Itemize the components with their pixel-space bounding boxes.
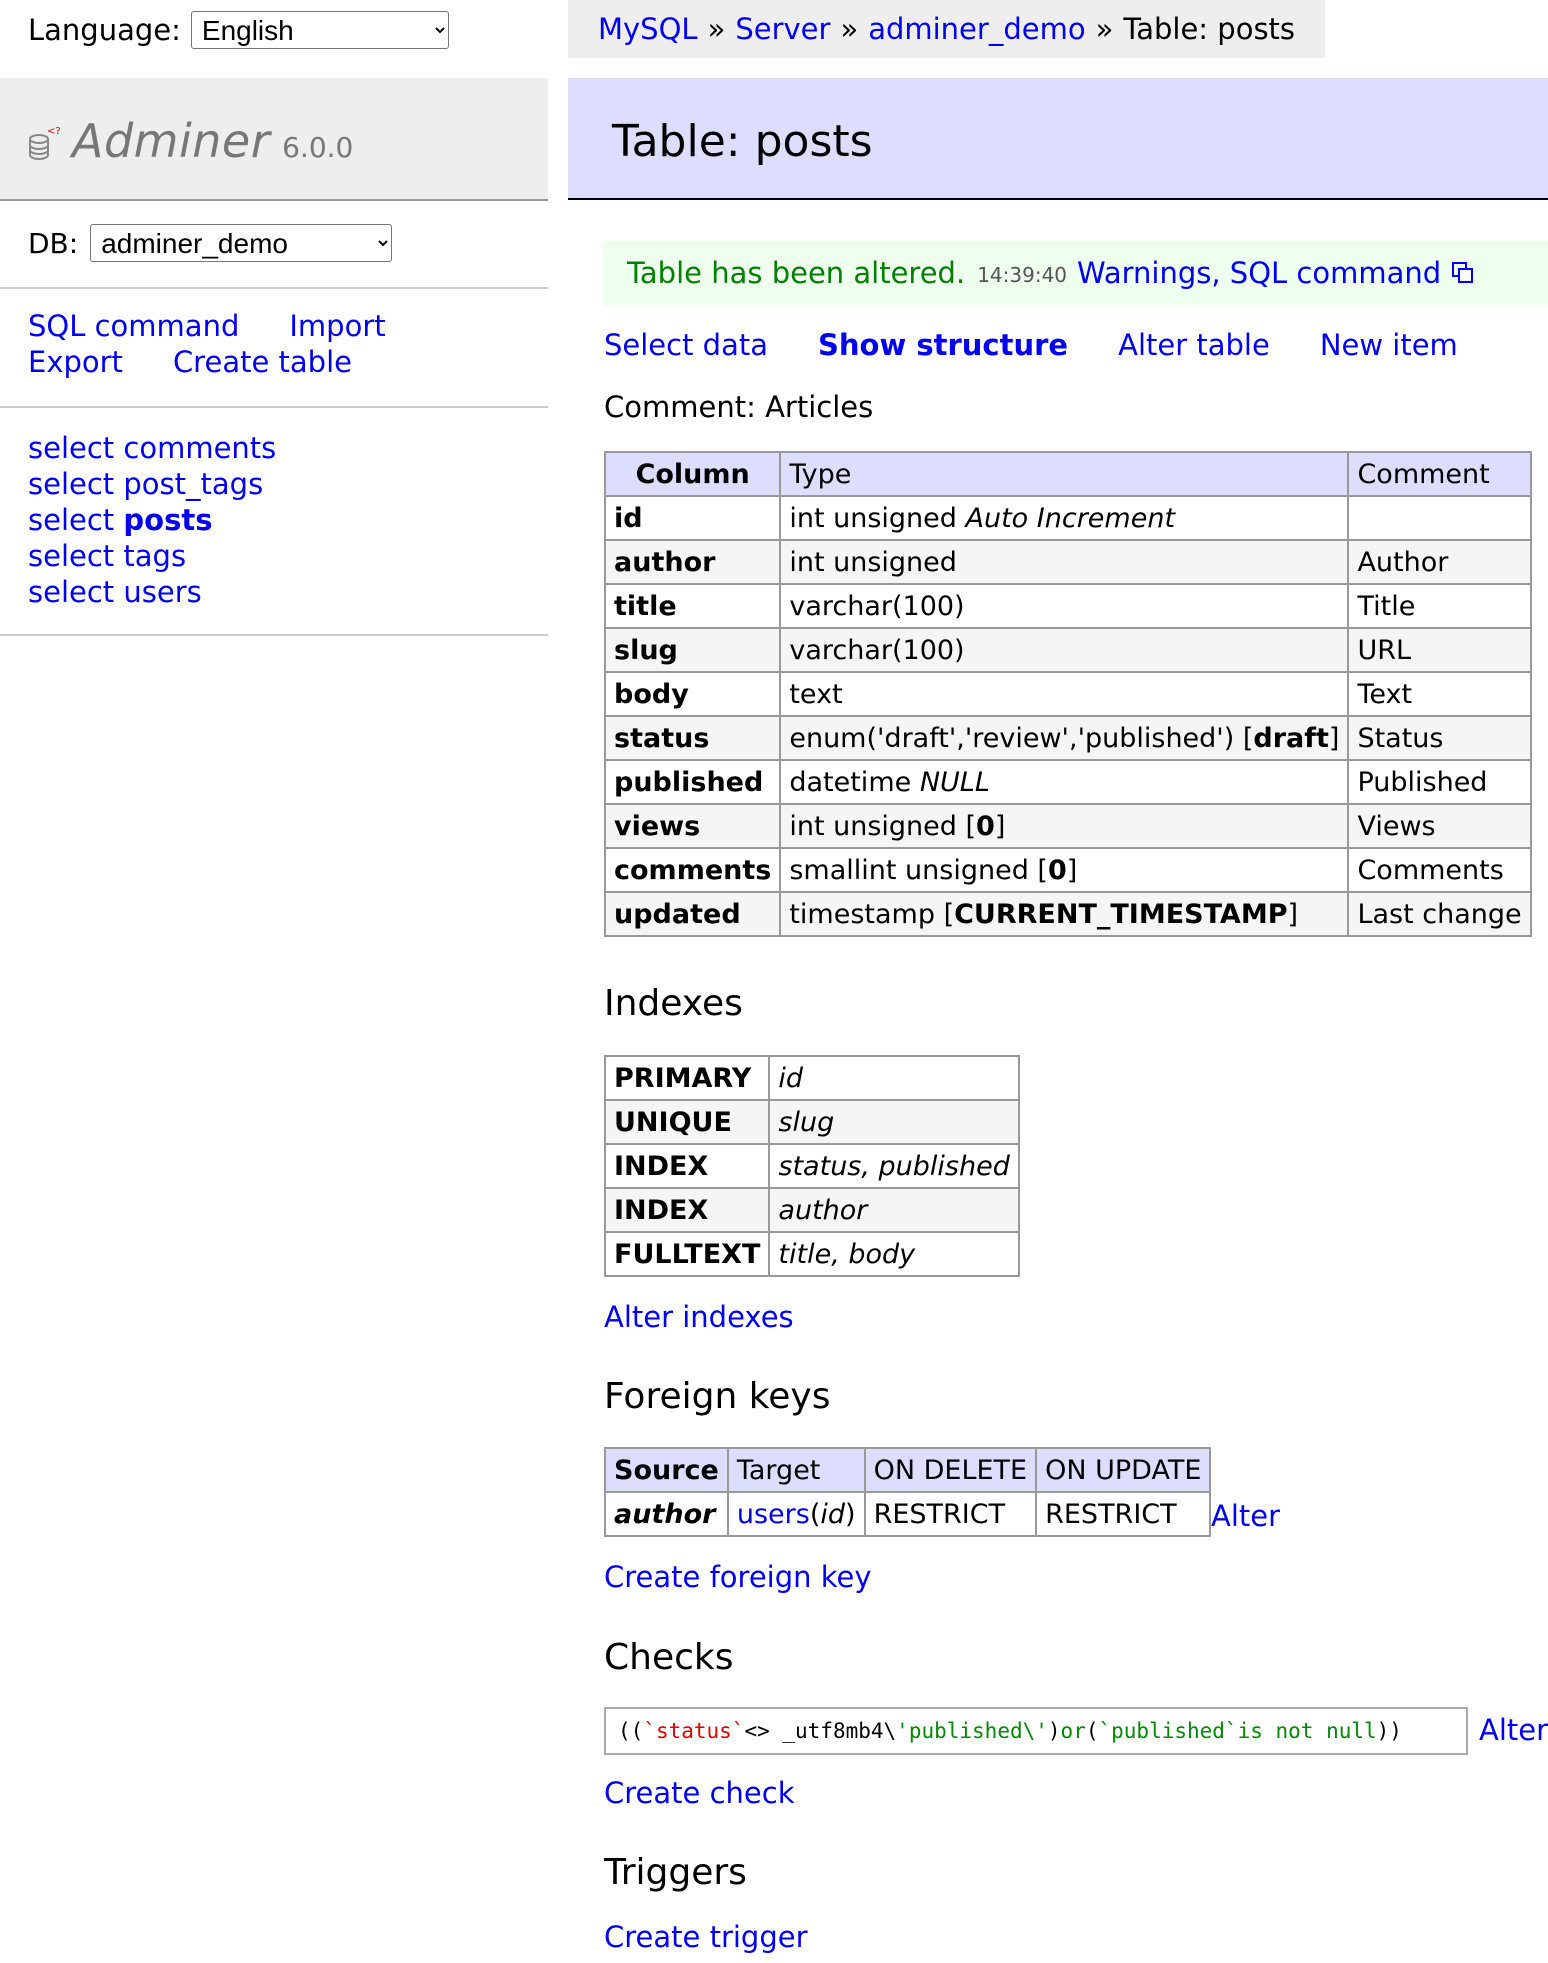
column-comment: Title: [1348, 584, 1530, 628]
sidebar-item-comments: [28, 430, 276, 466]
svg-text:<?: <?: [47, 126, 61, 137]
index-columns: slug: [769, 1100, 1018, 1144]
column-header: Type: [780, 452, 1348, 496]
column-header: ON UPDATE: [1036, 1448, 1210, 1492]
breadcrumb-db[interactable]: adminer_demo: [868, 12, 1086, 46]
table-tags-link[interactable]: tags: [123, 539, 187, 573]
column-name: title: [605, 584, 780, 628]
column-type: int unsigned [0]: [780, 804, 1348, 848]
new-item-link[interactable]: New item: [1319, 328, 1458, 362]
fk-source: author: [605, 1492, 728, 1536]
breadcrumb-separator: »: [707, 12, 726, 46]
column-type: varchar(100): [780, 628, 1348, 672]
alter-table-link[interactable]: Alter table: [1118, 328, 1270, 362]
db-selector: [28, 224, 392, 262]
logo-header: [0, 78, 548, 201]
column-name: status: [605, 716, 780, 760]
fk-target-table-link[interactable]: users: [736, 1498, 810, 1530]
select-posts-link[interactable]: select: [28, 503, 115, 537]
select-post-tags-link[interactable]: select: [28, 467, 115, 501]
table-row: [605, 1056, 1019, 1100]
index-type: FULLTEXT: [605, 1232, 769, 1276]
table-comments-link[interactable]: comments: [123, 431, 277, 465]
index-type: PRIMARY: [605, 1056, 769, 1100]
adminer-logo[interactable]: [28, 114, 353, 168]
table-post-tags-link[interactable]: post_tags: [123, 467, 264, 501]
index-columns: author: [769, 1188, 1018, 1232]
table-row: [605, 1144, 1019, 1188]
fk-on-delete: RESTRICT: [865, 1492, 1037, 1536]
language-select[interactable]: [191, 11, 449, 49]
create-table-link[interactable]: Create table: [172, 345, 352, 379]
table-posts-link[interactable]: posts: [123, 503, 213, 537]
column-type: int unsigned: [780, 540, 1348, 584]
foreign-keys-table: [604, 1447, 1211, 1537]
warnings-link[interactable]: Warnings: [1077, 256, 1212, 290]
import-link[interactable]: Import: [289, 309, 386, 343]
table-row: [605, 760, 1531, 804]
column-header: Target: [728, 1448, 865, 1492]
column-comment: Author: [1348, 540, 1530, 584]
table-row: [605, 1232, 1019, 1276]
language-selector: [28, 8, 449, 52]
table-row: [605, 848, 1531, 892]
sidebar-item-posts: [28, 502, 276, 538]
breadcrumb-mysql[interactable]: MySQL: [598, 12, 698, 46]
table-row: [605, 628, 1531, 672]
column-name: author: [605, 540, 780, 584]
column-type: int unsigned Auto Increment: [780, 496, 1348, 540]
column-type: varchar(100): [780, 584, 1348, 628]
column-type: enum('draft','review','published') [draft]: [780, 716, 1348, 760]
message-comma: ,: [1211, 256, 1221, 290]
sidebar-item-post-tags: [28, 466, 276, 502]
indexes-table: [604, 1055, 1020, 1277]
success-message: [603, 241, 1548, 305]
column-comment: [1348, 496, 1530, 540]
column-name: slug: [605, 628, 780, 672]
column-comment: Last change: [1348, 892, 1530, 936]
breadcrumb-current: Table: posts: [1123, 12, 1296, 46]
table-comment: Comment: Articles: [604, 390, 874, 424]
export-link[interactable]: Export: [28, 345, 123, 379]
fk-target: users(id): [728, 1492, 865, 1536]
sidebar-table-list: [28, 430, 276, 610]
sidebar-commands: [28, 308, 528, 380]
table-header-row: [605, 1448, 1210, 1492]
select-tags-link[interactable]: select: [28, 539, 115, 573]
create-trigger-link[interactable]: Create trigger: [604, 1920, 808, 1954]
index-type: INDEX: [605, 1144, 769, 1188]
column-comment: Published: [1348, 760, 1530, 804]
sidebar-item-users: [28, 574, 276, 610]
column-header: Comment: [1348, 452, 1530, 496]
breadcrumb-separator: »: [840, 12, 859, 46]
copy-icon[interactable]: [1451, 261, 1475, 285]
column-header: Source: [605, 1448, 728, 1492]
message-text: Table has been altered.: [627, 256, 966, 290]
fk-on-update: RESTRICT: [1036, 1492, 1210, 1536]
checks-heading: Checks: [604, 1637, 734, 1678]
column-type: timestamp [CURRENT_TIMESTAMP]: [780, 892, 1348, 936]
page-header: [568, 78, 1548, 200]
table-actions: [604, 328, 1508, 362]
check-expression: (( `status` <> _utf8mb4\ 'published\' ) or ( `published` is not null )): [604, 1707, 1468, 1755]
column-name: published: [605, 760, 780, 804]
column-comment: Text: [1348, 672, 1530, 716]
table-row: [605, 540, 1531, 584]
column-type: datetime NULL: [780, 760, 1348, 804]
show-structure-link[interactable]: Show structure: [818, 328, 1069, 362]
breadcrumb: [568, 0, 1325, 58]
index-columns: title, body: [769, 1232, 1018, 1276]
column-comment: URL: [1348, 628, 1530, 672]
column-name: comments: [605, 848, 780, 892]
column-comment: Status: [1348, 716, 1530, 760]
index-columns: id: [769, 1056, 1018, 1100]
sidebar-divider: [0, 634, 548, 636]
alter-indexes-link[interactable]: Alter indexes: [604, 1300, 794, 1334]
sql-command-link[interactable]: SQL command: [28, 309, 240, 343]
foreign-keys-heading: Foreign keys: [604, 1376, 831, 1417]
column-comment: Comments: [1348, 848, 1530, 892]
column-name: views: [605, 804, 780, 848]
select-users-link[interactable]: select: [28, 575, 115, 609]
table-users-link[interactable]: users: [123, 575, 202, 609]
table-row: [605, 496, 1531, 540]
column-header: ON DELETE: [865, 1448, 1037, 1492]
check-alter-link[interactable]: Alter: [1479, 1713, 1548, 1747]
app-name: Adminer: [72, 114, 271, 168]
index-columns: status, published: [769, 1144, 1018, 1188]
columns-table: [604, 451, 1532, 937]
message-time: 14:39:40: [977, 263, 1068, 287]
table-row: [605, 1492, 1210, 1536]
table-row: [605, 892, 1531, 936]
table-row: [605, 584, 1531, 628]
message-sql-command-link[interactable]: SQL command: [1229, 256, 1442, 290]
index-type: INDEX: [605, 1188, 769, 1232]
app-version: 6.0.0: [282, 131, 354, 164]
language-label: Language:: [28, 13, 181, 47]
breadcrumb-separator: »: [1095, 12, 1114, 46]
database-icon: [28, 125, 61, 163]
table-row: [605, 716, 1531, 760]
create-check-link[interactable]: Create check: [604, 1776, 795, 1810]
breadcrumb-server[interactable]: Server: [735, 12, 831, 46]
column-name: id: [605, 496, 780, 540]
column-type: smallint unsigned [0]: [780, 848, 1348, 892]
column-type: text: [780, 672, 1348, 716]
db-select[interactable]: [90, 224, 392, 262]
table-row: [605, 1100, 1019, 1144]
create-foreign-key-link[interactable]: Create foreign key: [604, 1560, 872, 1594]
table-row: [605, 1188, 1019, 1232]
table-header-row: [605, 452, 1531, 496]
column-name: body: [605, 672, 780, 716]
indexes-heading: Indexes: [604, 983, 743, 1024]
table-row: [605, 672, 1531, 716]
index-type: UNIQUE: [605, 1100, 769, 1144]
column-comment: Views: [1348, 804, 1530, 848]
db-label: DB:: [28, 226, 79, 260]
fk-alter-link[interactable]: Alter: [1211, 1499, 1281, 1533]
table-row: [605, 804, 1531, 848]
select-data-link[interactable]: Select data: [604, 328, 769, 362]
select-comments-link[interactable]: select: [28, 431, 115, 465]
sidebar-divider: [0, 406, 548, 408]
sidebar-divider: [0, 287, 548, 289]
sidebar-item-tags: [28, 538, 276, 574]
page-title: Table: posts: [612, 116, 873, 167]
triggers-heading: Triggers: [604, 1852, 747, 1893]
column-header: Column: [605, 452, 780, 496]
column-name: updated: [605, 892, 780, 936]
